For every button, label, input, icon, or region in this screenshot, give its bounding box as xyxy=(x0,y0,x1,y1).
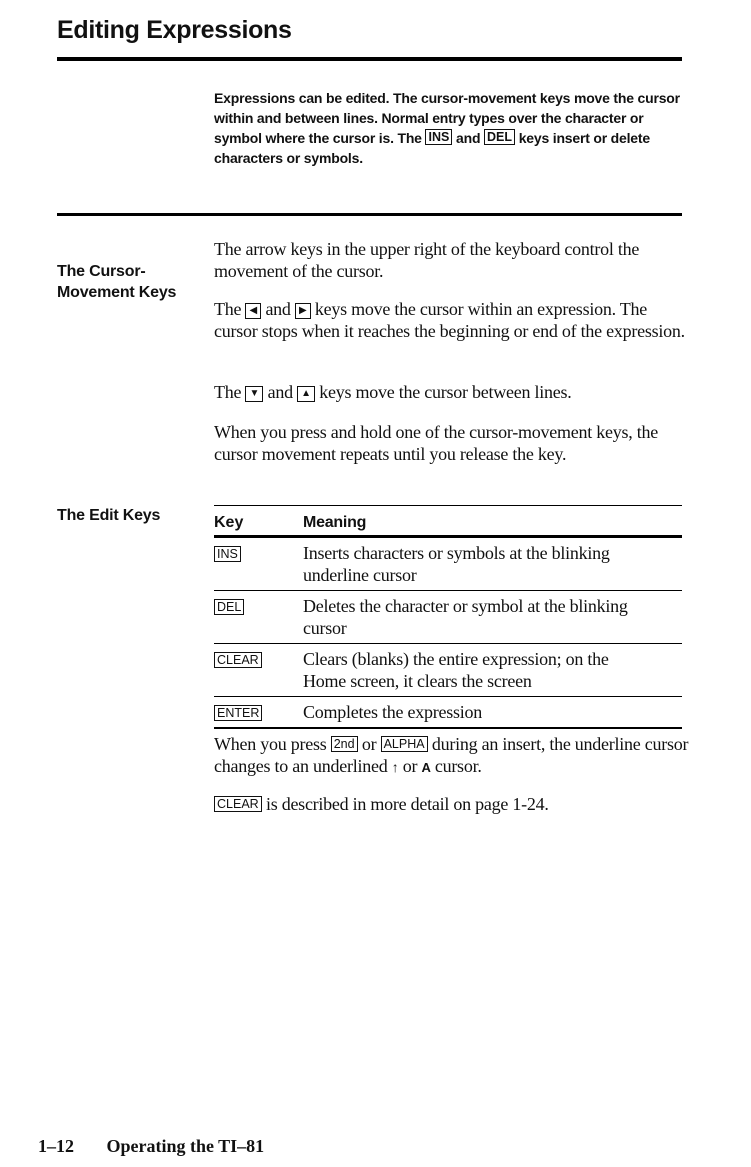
text: The xyxy=(214,382,242,402)
second-key-icon: 2nd xyxy=(331,736,358,752)
del-key-icon: DEL xyxy=(484,129,515,145)
chapter-title: Operating the TI–81 xyxy=(106,1136,265,1156)
page-footer xyxy=(38,1136,264,1157)
alpha-key-icon: ALPHA xyxy=(381,736,428,752)
paragraph: The arrow keys in the upper right of the keyboard control the movement of the cursor. xyxy=(214,239,640,281)
table-header-meaning: Meaning xyxy=(303,514,367,531)
table-row xyxy=(214,538,682,591)
up-arrow-key-icon: ▲ xyxy=(297,386,315,402)
enter-key-icon: ENTER xyxy=(214,705,262,721)
page-number: 1–12 xyxy=(38,1136,74,1156)
cursor-p3 xyxy=(214,381,689,403)
page-title: Editing Expressions xyxy=(57,16,292,44)
table-header-row xyxy=(214,506,682,535)
clear-key-icon: CLEAR xyxy=(214,652,262,668)
ins-key-icon: INS xyxy=(214,546,241,562)
cursor-p4 xyxy=(214,421,689,465)
table-cell-meaning: Deletes the character or symbol at the blinking cursor xyxy=(303,596,628,638)
alpha-cursor-icon: A xyxy=(421,760,431,775)
text: cursor. xyxy=(434,756,482,776)
edit-after-paragraph xyxy=(214,733,689,780)
section-rule xyxy=(57,213,682,216)
intro-paragraph xyxy=(214,88,684,168)
edit-section-heading: The Edit Keys xyxy=(57,507,161,524)
clear-key-icon: CLEAR xyxy=(214,796,262,812)
table-cell-meaning: Completes the expression xyxy=(303,702,482,722)
table-row xyxy=(214,697,682,729)
text: or xyxy=(402,756,418,776)
ins-key-icon: INS xyxy=(425,129,452,145)
text: keys move the cursor within an expression. The cursor stops when it reaches the beginning or end of the expression. xyxy=(214,299,685,341)
up-arrow-cursor-icon: ↑ xyxy=(391,761,399,776)
table-header-key: Key xyxy=(214,514,244,531)
left-arrow-key-icon: ◀ xyxy=(245,303,261,319)
edit-keys-table xyxy=(214,505,682,729)
text: is described in more detail on page 1-24. xyxy=(265,794,549,814)
cursor-p1 xyxy=(214,238,689,282)
del-key-icon: DEL xyxy=(214,599,244,615)
heading-line: Movement Keys xyxy=(57,284,177,301)
paragraph: When you press and hold one of the cursor-movement keys, the cursor movement repeats until you release the key. xyxy=(214,422,659,464)
table-cell-meaning: Clears (blanks) the entire expression; on the Home screen, it clears the screen xyxy=(303,649,609,691)
text: and xyxy=(265,299,291,319)
down-arrow-key-icon: ▼ xyxy=(245,386,263,402)
table-row xyxy=(214,644,682,697)
table-cell-meaning: Inserts characters or symbols at the blinking underline cursor xyxy=(303,543,610,585)
right-arrow-key-icon: ▶ xyxy=(295,303,311,319)
text: and xyxy=(267,382,293,402)
cursor-p2 xyxy=(214,298,689,342)
text: When you press xyxy=(214,734,327,754)
text: during an insert, the underline cursor changes to an underlined xyxy=(214,734,689,776)
intro-text: keys insert or delete characters or symbols. xyxy=(214,130,650,166)
text: The xyxy=(214,299,242,319)
heading-line: The Cursor- xyxy=(57,263,146,280)
clear-note-paragraph xyxy=(214,793,689,815)
text: or xyxy=(361,734,377,754)
intro-text: Expressions can be edited. The cursor-movement keys move the cursor within and between lines. Normal entry types over the character or symbol where the cursor is. The xyxy=(214,90,680,146)
cursor-section-heading xyxy=(57,261,176,303)
text: keys move the cursor between lines. xyxy=(319,382,572,402)
title-rule xyxy=(57,57,682,61)
intro-text: and xyxy=(456,130,481,146)
table-row xyxy=(214,591,682,644)
